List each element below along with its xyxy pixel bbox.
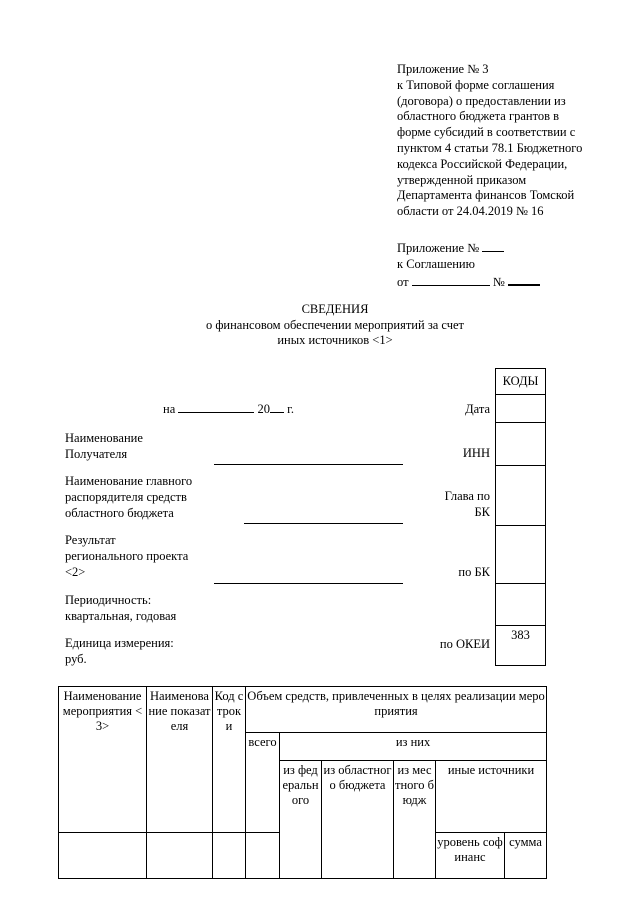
- appendix-line: (договора) о предоставлении из: [397, 93, 566, 108]
- agreement-number-field[interactable]: [508, 273, 540, 286]
- result-label: [65, 532, 188, 580]
- code-cell-period[interactable]: [496, 584, 546, 626]
- code-cell-date[interactable]: [496, 395, 546, 423]
- title-heading: СВЕДЕНИЯ: [301, 302, 369, 316]
- header-federal: из федерального: [280, 761, 322, 879]
- table-cell: [147, 833, 213, 879]
- table-cell: [59, 833, 147, 879]
- label-line: Единица измерения:: [65, 636, 174, 650]
- agreement-appendix: [397, 240, 622, 290]
- label-line: Наименование главного: [65, 474, 193, 488]
- code-label-bk: по БК: [458, 565, 490, 579]
- agreement-label: к Соглашению: [397, 256, 475, 271]
- recipient-label: [65, 430, 143, 462]
- label-line: <2>: [65, 565, 86, 579]
- header-of-which: из них: [280, 733, 547, 761]
- header-level: уровень софинанс: [436, 833, 505, 879]
- appendix-number-field[interactable]: [482, 240, 504, 252]
- agreement-number-label: №: [492, 274, 505, 289]
- header-other: иные источники: [436, 761, 547, 833]
- code-label-date: Дата: [465, 402, 490, 416]
- header-total: всего: [246, 733, 280, 833]
- unit-label: [65, 635, 174, 667]
- codes-table: [495, 368, 546, 666]
- table-cell: [246, 833, 280, 879]
- label-line: Получателя: [65, 447, 128, 461]
- title-subtitle: о финансовом обеспечении мероприятий за счет: [205, 317, 465, 332]
- manager-label: [65, 473, 192, 521]
- title-subtitle: иных источников <1>: [277, 333, 393, 347]
- document-title: [150, 302, 520, 349]
- header-event: Наименование мероприятия <3>: [59, 687, 147, 833]
- header-volume: Объем средств, привлеченных в целях реализации мероприятия: [246, 687, 547, 733]
- report-date: [163, 401, 294, 417]
- label-line: регионального проекта: [65, 549, 189, 563]
- code-label-okei: по ОКЕИ: [439, 637, 490, 651]
- agreement-date-field[interactable]: [412, 274, 490, 286]
- label-line: Наименование: [65, 431, 143, 445]
- appendix-line: области от 24.04.2019 № 16: [397, 204, 544, 219]
- recipient-field[interactable]: [214, 464, 403, 465]
- funding-table: [58, 686, 547, 879]
- appendix-line: кодекса Российской Федерации,: [397, 156, 568, 171]
- header-regional: из областного бюджета: [322, 761, 394, 879]
- agreement-date-label: от: [397, 274, 409, 289]
- code-cell-chapter[interactable]: [496, 466, 546, 526]
- code-cell-inn[interactable]: [496, 423, 546, 466]
- header-indicator: Наименование показателя: [147, 687, 213, 833]
- label-line: Периодичность:: [65, 593, 152, 607]
- label-line: БК: [474, 505, 490, 519]
- label-line: руб.: [65, 652, 87, 666]
- appendix-line: Приложение № 3: [397, 62, 489, 76]
- date-suffix: г.: [287, 402, 294, 416]
- header-row-code: Код строки: [213, 687, 246, 833]
- result-field[interactable]: [214, 583, 403, 584]
- period-label: [65, 592, 176, 624]
- code-cell-bk[interactable]: [496, 526, 546, 584]
- date-year-field[interactable]: [270, 401, 284, 413]
- manager-field[interactable]: [244, 523, 403, 524]
- code-cell-okei: 383: [496, 626, 546, 666]
- appendix-line: утвержденной приказом: [397, 172, 527, 187]
- label-line: Результат: [65, 533, 116, 547]
- header-local: из местного бюдж: [394, 761, 436, 879]
- appendix-line: Департамента финансов Томской: [397, 188, 575, 203]
- appendix-line: областного бюджета грантов в: [397, 109, 560, 124]
- appendix-line: форме субсидий в соответствии с: [397, 125, 576, 140]
- table-cell: [213, 833, 246, 879]
- label-line: распорядителя средств: [65, 490, 187, 504]
- header-sum: сумма: [505, 833, 547, 879]
- label-line: квартальная, годовая: [65, 609, 177, 623]
- label-line: Глава по: [444, 489, 490, 503]
- code-label-inn: ИНН: [462, 446, 490, 460]
- code-label-chapter: [445, 488, 490, 520]
- appendix-line: к Типовой форме соглашения: [397, 77, 555, 92]
- date-year-prefix: 20: [257, 402, 270, 416]
- label-line: областного бюджета: [65, 506, 174, 520]
- date-prefix: на: [163, 402, 176, 416]
- appendix-number-label: Приложение №: [397, 241, 480, 255]
- date-day-field[interactable]: [178, 401, 254, 413]
- appendix-line: пунктом 4 статьи 78.1 Бюджетного: [397, 140, 583, 155]
- codes-header: КОДЫ: [496, 369, 546, 395]
- appendix-header: [397, 62, 622, 220]
